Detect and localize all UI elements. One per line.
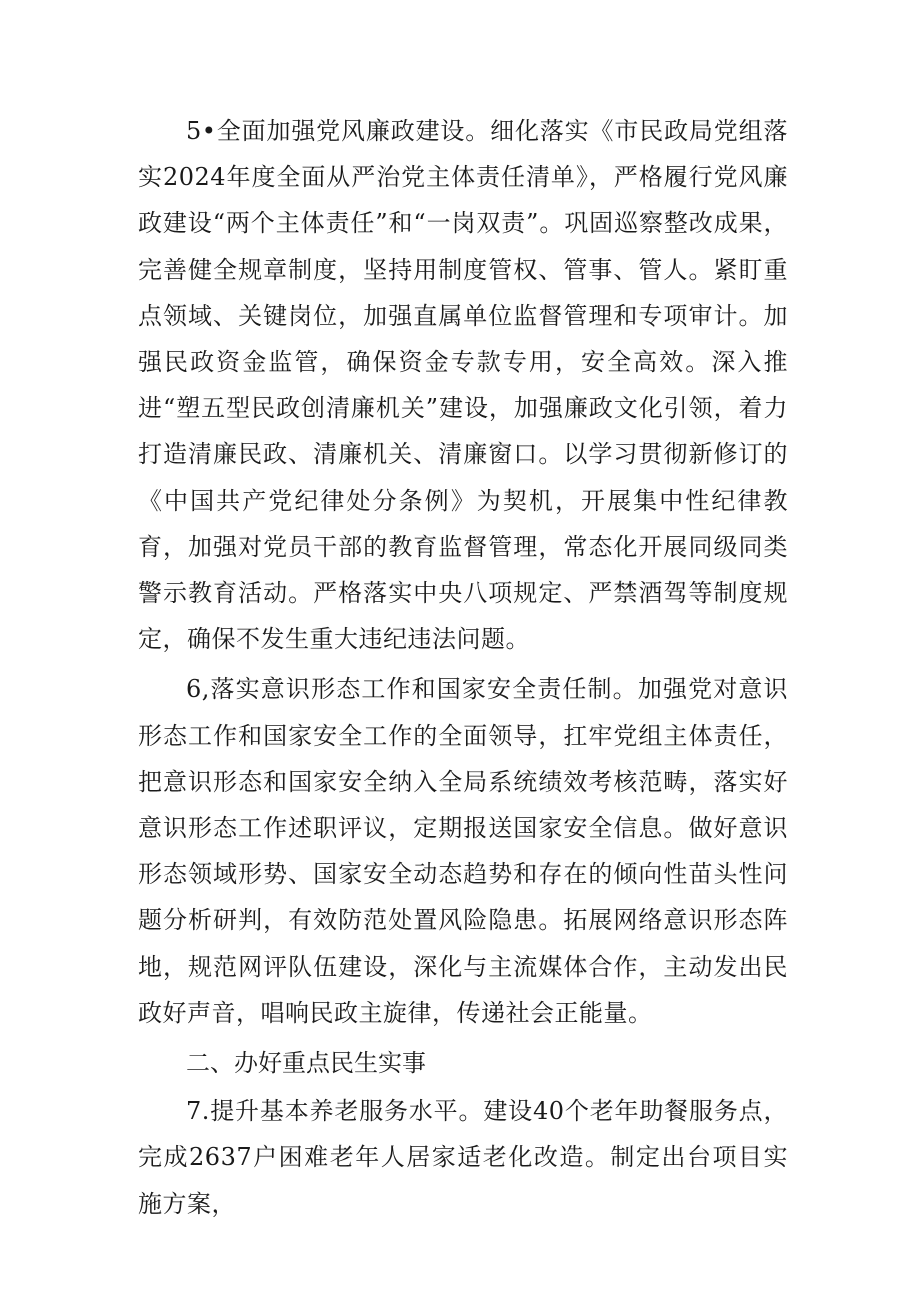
section-heading: 二、办好重点民生实事	[186, 1049, 426, 1078]
paragraph-item-6: 6,落实意识形态工作和国家安全责任制。加强党对意识形态工作和国家安全工作的全面领导，扛牢党组主体责任，把意识形态和国家安全纳入全局系统绩效考核范畴，落实好意识形态工作述职评议，定期报送国家安全信息。做好意识形态领域形势、国家安全动态趋势和存在的倾向性苗头性问题分析研判，有效防范处置风险隐患。拓展网络意识形态阵地，规范网评队伍建设，深化与主流媒体合作，主动发出民政好声音，唱响民政主旋律，传递社会正能量。	[138, 675, 788, 1027]
document-body	[138, 108, 788, 1227]
paragraph-item-5: 5•全面加强党风廉政建设。细化落实《市民政局党组落实2024年度全面从严治党主体责任清单》，严格履行党风廉政建设“两个主体责任”和“一岗双责”。巩固巡察整改成果，完善健全规章制度，坚持用制度管权、管事、管人。紧盯重点领域、关键岗位，加强直属单位监督管理和专项审计。加强民政资金监管，确保资金专款专用，安全高效。深入推进“塑五型民政创清廉机关”建设，加强廉政文化引领，着力打造清廉民政、清廉机关、清廉窗口。以学习贯彻新修订的《中国共产党纪律处分条例》为契机，开展集中性纪律教育，加强对党员干部的教育监督管理，常态化开展同级同类警示教育活动。严格落实中央八项规定、严禁酒驾等制度规定，确保不发生重大违纪违法问题。	[138, 117, 788, 654]
paragraph-item-7: 7.提升基本养老服务水平。建设40个老年助餐服务点，完成2637户困难老年人居家适老化改造。制定出台项目实施方案，	[138, 1097, 788, 1218]
